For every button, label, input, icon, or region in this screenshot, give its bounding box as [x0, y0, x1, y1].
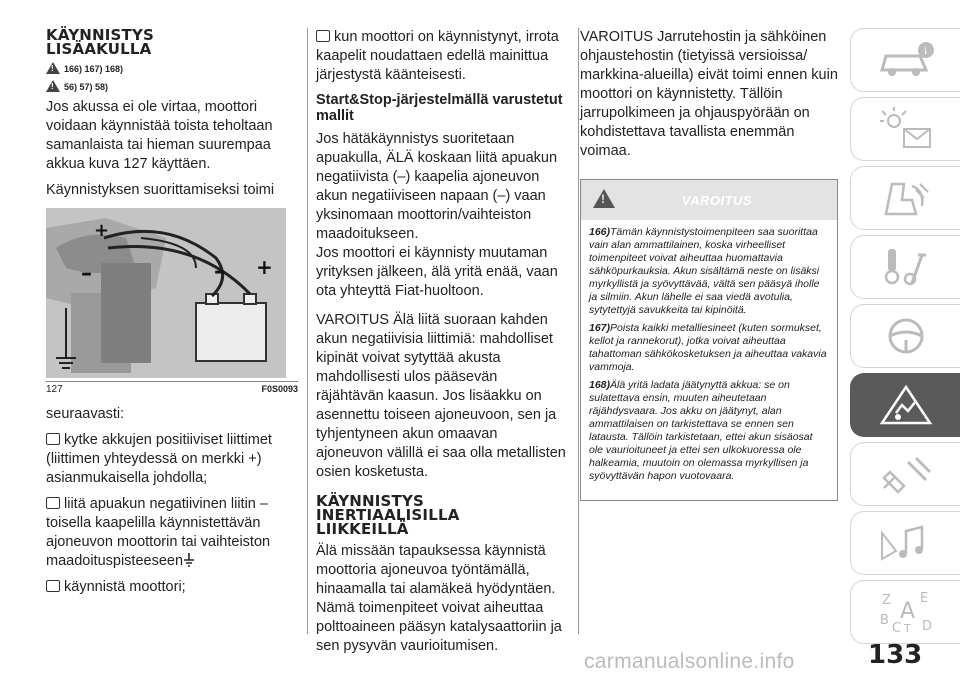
svg-text:+: + [256, 255, 273, 279]
heading-line: INERTIAALISILLA [316, 506, 460, 524]
bullet-icon [46, 580, 60, 592]
warning-item [589, 226, 829, 317]
svg-text:i: i [924, 46, 928, 57]
warning-number: 167) [589, 322, 611, 334]
svg-text:–: – [214, 259, 225, 284]
index-icon [876, 590, 936, 634]
bullet-text: käynnistä moottori; [64, 579, 186, 595]
bullet-text: liitä apuakun negatiivinen liitin – toisella kaapelilla käynnistettävän ajoneuvon moottorin tai vaihteiston maadoituspisteeseen [46, 496, 271, 569]
warning-item [589, 322, 829, 374]
column-divider [307, 28, 308, 634]
warning-text: Poista kaikki metalliesineet (kuten sormukset, kellot ja rannekorut), jotka voivat aiheuttaa tahattoman sähkökosketuksen ja aiheuttaa vakavia vammoja. [589, 322, 827, 373]
tab-multimedia[interactable] [850, 511, 960, 575]
paragraph: Jos hätäkäynnistys suoritetaan apuakulla, ÄLÄ koskaan liitä apuakun negatiivista (–) kaapelia ajoneuvon akun negatiiviseen napaan (–) vaan yksinomaan moottorin/vaihteiston maadoitukseen. [316, 131, 558, 242]
tab-steering[interactable] [850, 304, 960, 368]
music-nav-icon [876, 521, 936, 565]
seat-belt-icon [876, 176, 936, 220]
paragraph: Jos moottori ei käynnisty muutaman yrityksen jälkeen, älä yritä enää, vaan ota yhteyttä Fiat-huoltoon. [316, 245, 558, 299]
warning-number: 166) [589, 226, 611, 238]
figure-caption [46, 381, 298, 395]
steering-wheel-icon [876, 314, 936, 358]
paragraph: seuraavasti: [46, 406, 125, 422]
bullet-icon [316, 30, 330, 42]
index-letter: E [920, 591, 929, 606]
warning-title: VAROITUS [681, 192, 753, 208]
subheading: Start&Stop-järjestelmällä varustetut mallit [316, 92, 563, 124]
tab-safety[interactable] [850, 166, 960, 230]
warning-reference [46, 62, 298, 74]
index-letter: C [892, 621, 902, 634]
heading-line: LIIKKEILLÄ [316, 520, 409, 538]
battery-jumpstart-figure [46, 208, 286, 378]
paragraph: VAROITUS Älä liitä suoraan kahden akun negatiivisia liittimiä: mahdolliset kipinät voivat sytyttää akusta mahdollisesti ulos pääsevän räjähtävän kaasun. Jos lisäakku on asennettu toiseen ajoneuvoon, sen ja tyhjentyneen akun omaavan ajoneuvon välillä ei saa olla metallisten osien kosketusta. [316, 312, 566, 480]
warning-body [581, 220, 837, 500]
watermark: carmanualsonline.info [584, 650, 795, 673]
bullet-item [316, 28, 568, 85]
svg-text:+: + [94, 220, 110, 241]
bullet-item [46, 431, 298, 488]
paragraph: Älä missään tapauksessa käynnistä moottoria ajoneuvoa työntämällä, hinaamalla tai alamäkeä hyödyntäen. Nämä toimenpiteet voivat aiheuttaa polttoaineen pääsyn katalysaattoriin ja sen pysyvän vaurioitumisen. [316, 543, 562, 654]
warning-item [589, 379, 829, 483]
figure-number: 127 [46, 384, 63, 395]
index-letter: Z [882, 593, 891, 608]
paragraph: Käynnistyksen suorittamiseksi toimi [46, 182, 275, 198]
column-divider [578, 28, 579, 634]
tab-emergency[interactable] [850, 373, 960, 437]
tab-car-info[interactable] [850, 28, 960, 92]
paragraph: Jos akussa ei ole virtaa, moottori voidaan käynnistää toista teholtaan samanlaista tai hieman suurempaa akkua kuva 127 käyttäen. [46, 99, 273, 172]
warning-icon [593, 189, 615, 208]
caution-icon [46, 80, 60, 92]
tab-lights-message[interactable] [850, 97, 960, 161]
page-number: 133 [868, 640, 923, 670]
warning-icon [46, 62, 60, 74]
warning-text: Älä yritä ladata jäätynyttä akkua: se on sulatettava ensin, muuten aiheutetaan räjähdysvaara. Jos akku on jäätynyt, alan ammattilaisen on tarkistettava se ennen sen latausta. Tällöin tarkistetaan, ettei akun sisäosat ole vaurioituneet ja ettei sen ulkokuoressa ole halkeamia, muutoin on olemassa myrkyllisen ja syövyttävän hapon vuotovaara. [589, 379, 813, 482]
emergency-icon [876, 383, 936, 427]
tab-starting-driving[interactable] [850, 235, 960, 299]
index-letter: B [880, 613, 889, 628]
index-letter: T [904, 622, 911, 634]
svg-text:–: – [81, 261, 92, 286]
bullet-icon [46, 433, 60, 445]
heading-line: LISÄAKULLA [46, 40, 152, 58]
index-letter: A [900, 599, 916, 624]
column-3 [580, 28, 840, 501]
warning-box [580, 179, 838, 501]
index-letter: D [922, 619, 933, 634]
bullet-item [46, 578, 298, 597]
bullet-icon [46, 497, 60, 509]
maintenance-icon [876, 452, 936, 496]
heading-line: KÄYNNISTYS [316, 492, 425, 510]
section-heading [46, 28, 298, 56]
warning-number: 168) [589, 379, 611, 391]
tab-maintenance[interactable] [850, 442, 960, 506]
column-2 [316, 28, 568, 663]
warning-ref-text: 166) 167) 168) [64, 64, 124, 74]
warning-header [581, 180, 837, 220]
lights-message-icon [876, 107, 936, 151]
section-heading [316, 494, 568, 536]
car-info-icon [876, 38, 936, 82]
figure-code: F0S0093 [261, 384, 298, 394]
key-wrench-icon [876, 245, 936, 289]
battery-illustration [46, 208, 286, 378]
heading-line: KÄYNNISTYS [46, 26, 155, 44]
tab-index[interactable] [850, 580, 960, 644]
caution-reference [46, 80, 298, 92]
column-1 [46, 28, 298, 604]
chapter-tabs [850, 28, 960, 649]
bullet-item [46, 495, 298, 571]
bullet-text: kun moottori on käynnistynyt, irrota kaapelit noudattaen edellä mainittua järjestystä käänteisesti. [316, 29, 559, 83]
ground-icon [183, 553, 195, 567]
bullet-text: kytke akkujen positiiviset liittimet (liittimen yhteydessä on merkki +) asianmukaisella johdolla; [46, 432, 272, 486]
warning-text: Tämän käynnistystoimenpiteen saa suorittaa vain alan ammattilainen, koska virheelliset toimenpiteet voivat aiheuttaa huomattavia sähköpurkauksia. Akun sisältämä neste on lisäksi myrkyllistä ja syövyttävää, vältä sen pääsyä iholle ja silmiin. Akun lähelle ei saa viedä avotulia, sytytettyjä savukkeita tai kipinöitä. [589, 226, 820, 316]
paragraph: VAROITUS Jarrutehostin ja sähköinen ohjaustehostin (tietyissä versioissa/ markkina-alueilla) eivät toimi ennen kuin moottori on käynnistetty. Tällöin jarrupolkimeen ja ohjauspyörään on kohdistettava tavallista enemmän voimaa. [580, 29, 838, 159]
caution-ref-text: 56) 57) 58) [64, 82, 109, 92]
